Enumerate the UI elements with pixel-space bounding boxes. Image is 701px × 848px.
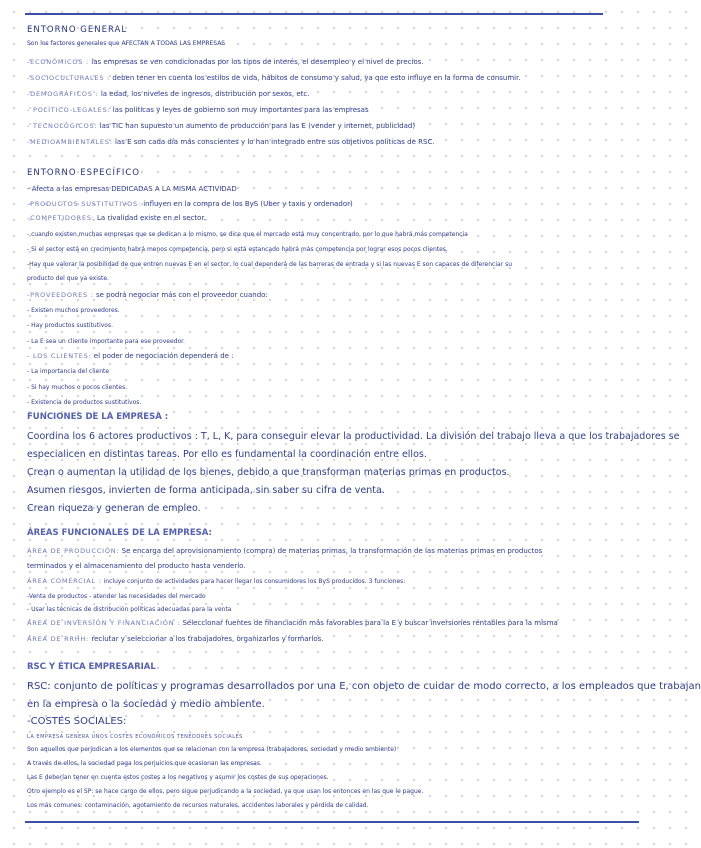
general-item	[27, 89, 627, 99]
line-text: - Hay productos sustitutivos.	[27, 322, 114, 329]
costes-heading: -COSTES SOCIALES:	[27, 716, 127, 727]
item-tag: -DEMOGRÁFICOS :	[27, 90, 99, 98]
line-text: - cuando existen muchas empresas que se dedican a lo mismo, se dice que el mercado está muy concentrado, por lo que habrá más competencia	[27, 231, 468, 238]
line-tag: ÁREA DE RRHH:	[27, 635, 90, 643]
areas-line	[27, 634, 627, 644]
rsc-small-line: LA EMPRESA GENERA UNOS COSTES ECONÓMICOS TENEDORES SOCIALES	[27, 734, 243, 740]
item-text: las políticas y leyes de gobierno son muy importantes para las empresas	[110, 106, 369, 114]
line-tag: ÁREA COMERCIAL :	[27, 577, 102, 585]
section-heading-especifico: ENTORNO ESPECÍFICO	[27, 168, 140, 178]
line-text: - Si hay muchos o pocos clientes.	[27, 384, 128, 391]
especifico-line	[27, 199, 627, 209]
top-divider	[25, 13, 603, 15]
item-tag: - POLÍTICO-LEGALES:	[27, 106, 111, 114]
item-tag: -ECONÓMICOS :	[27, 58, 90, 66]
item-tag: -SOCIOCULTURALES :	[27, 74, 111, 82]
general-item	[27, 57, 627, 67]
general-item	[27, 105, 627, 115]
especifico-line	[27, 213, 627, 223]
line-text: reclutar y seleccionar a los trabajadores, organizarlos y formarlos.	[89, 635, 324, 643]
line-tag: -COMPETIDORES:	[27, 214, 95, 222]
funciones-line: Crean riqueza y generan de empleo.	[27, 503, 201, 514]
line-text: - Afecta a las empresas DEDICADAS A LA MISMA ACTIVIDAD	[27, 185, 237, 193]
line-text: Seleccionar fuentes de financiación más favorables para la E y buscar inversiones rentables para la misma	[180, 619, 558, 627]
especifico-line	[27, 259, 627, 270]
especifico-line	[27, 229, 627, 240]
areas-line	[27, 546, 627, 556]
especifico-line	[27, 366, 627, 377]
rsc-small-line: Las E deberían tener en cuenta estos costes a los negativos y asumir los costes de sus operaciones.	[27, 774, 329, 781]
line-text: el poder de negociación dependerá de :	[91, 352, 234, 360]
rsc-line: RSC: conjunto de políticas y programas desarrollados por una E, con objeto de cuidar de modo correcto, a los empleados que trabajan	[27, 681, 701, 692]
funciones-line: Asumen riesgos, invierten de forma anticipada, sin saber su cifra de venta.	[27, 485, 385, 496]
rsc-small-line: Otro ejemplo es el SP: se hace cargo de ellos, pero sigue perjudicando a la sociedad, ya que usan los entonces en las que le pague.	[27, 788, 424, 795]
rsc-small-line: A través de ellos, la sociedad paga los perjuicios que ocasionan las empresas.	[27, 760, 262, 767]
line-text: - Existen muchos proveedores.	[27, 307, 120, 314]
areas-line	[27, 561, 627, 571]
section-heading-general: ENTORNO GENERAL	[27, 25, 128, 35]
especifico-line	[27, 290, 627, 300]
areas-line	[27, 618, 627, 628]
line-tag: ÁREA DE PRODUCCIÓN:	[27, 547, 120, 555]
item-tag: -MEDIOAMBIENTALES:	[27, 138, 113, 146]
especifico-line	[27, 244, 627, 255]
areas-line	[27, 591, 627, 602]
line-text: -Hay que valorar la posibilidad de que entren nuevas E en el sector, lo cual dependerá de las barreras de entrada y si las nuevas E son capaces de diferenciar su	[27, 261, 513, 268]
funciones-line: especialicen en distintas tareas. Por ello es fundamental la coordinación entre ellos.	[27, 449, 427, 460]
especifico-line	[27, 382, 627, 393]
line-text: - Existencia de productos sustitutivos.	[27, 399, 142, 406]
line-tag: -PRODUCTOS SUSTITUTIVOS:	[27, 200, 141, 208]
item-text: las empresas se ven condicionadas por los tipos de interés, el desempleo y el nivel de precios.	[89, 58, 424, 66]
general-item	[27, 73, 627, 83]
especifico-line	[27, 320, 627, 331]
line-tag: -PROVEEDORES :	[27, 291, 94, 299]
line-text: - Si el sector está en crecimiento habrá menos competencia, pero si está estancado habrá más competencia por lograr esos pocos clientes.	[27, 246, 448, 253]
general-intro: Son los factores generales que AFECTAN A TODAS LAS EMPRESAS	[27, 40, 226, 47]
especifico-line	[27, 351, 627, 361]
line-tag: - LOS CLIENTES:	[27, 352, 92, 360]
rsc-small-line: Los más comunes: contaminación, agotamiento de recursos naturales, accidentes laborales y pérdida de calidad.	[27, 802, 369, 809]
especifico-line	[27, 305, 627, 316]
item-tag: - TECNOLÓGICOS:	[27, 122, 98, 130]
line-text: Se encarga del aprovisionamiento (compra) de materias primas, la transformación de las materias primas en productos	[119, 547, 543, 555]
funciones-line: Coordina los 6 actores productivos : T, L, K, para conseguir elevar la productividad. La división del trabajo lleva a que los trabajadores se	[27, 431, 680, 442]
item-text: las E son cada día más conscientes y lo han integrado entre sus objetivos políticas de RSC.	[112, 138, 435, 146]
section-heading-funciones: FUNCIONES DE LA EMPRESA :	[27, 412, 169, 422]
especifico-line	[27, 184, 627, 194]
line-text: La rivalidad existe en el sector.	[94, 214, 206, 222]
general-item	[27, 121, 627, 131]
line-text: incluye conjunto de actividades para hacer llegar los consumidores los ByS producidos. 3 funciones:	[101, 578, 406, 585]
areas-line	[27, 576, 627, 587]
rsc-line: en la empresa o la sociedad y medio ambiente.	[27, 699, 265, 710]
line-text: influyen en la compra de los ByS (Uber y taxis y ordenador)	[140, 200, 353, 208]
line-text: - Usar las técnicas de distribución políticas adecuadas para la venta	[27, 606, 232, 613]
line-text: - La E sea un cliente importante para ese proveedor.	[27, 338, 185, 345]
section-heading-areas: ÁREAS FUNCIONALES DE LA EMPRESA:	[27, 528, 212, 538]
item-text: la edad, los niveles de ingresos, distribución por sexos, etc.	[98, 90, 310, 98]
item-text: las TIC han supuesto un aumento de producción para las E (vender y internet, publicidad)	[97, 122, 416, 130]
bottom-divider	[25, 821, 639, 823]
especifico-line	[27, 273, 627, 284]
line-text: terminados y el almacenamiento del producto hasta venderlo.	[27, 562, 246, 570]
especifico-line	[27, 336, 627, 347]
line-text: - La importancia del cliente	[27, 368, 110, 375]
areas-line	[27, 604, 627, 615]
line-text: se podrá negociar más con el proveedor cuando:	[93, 291, 268, 299]
line-text: -Venta de productos - atender las necesidades del mercado	[27, 593, 206, 600]
especifico-line	[27, 397, 627, 408]
section-heading-rsc: RSC Y ÉTICA EMPRESARIAL	[27, 662, 156, 672]
general-item	[27, 137, 627, 147]
line-tag: ÁREA DE INVERSIÓN Y FINANCIACIÓN :	[27, 619, 181, 627]
line-text: producto del que ya existe.	[27, 275, 109, 282]
item-text: deben tener en cuenta los estilos de vida, hábitos de consumo y salud, ya que esto influye en la forma de consumir.	[110, 74, 521, 82]
funciones-line: Crean o aumentan la utilidad de los bienes, debido a que transforman materias primas en productos.	[27, 467, 510, 478]
rsc-small-line: Son aquellos que perjudican a los elementos que se relacionan con la empresa (trabajadores, sociedad y medio ambiente)	[27, 746, 397, 753]
